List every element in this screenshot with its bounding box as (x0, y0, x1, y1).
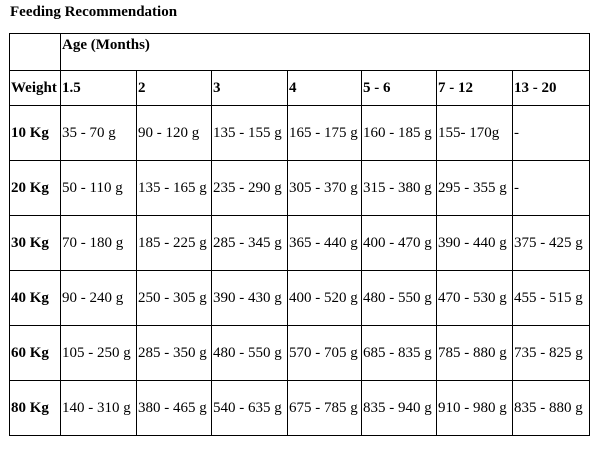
table-cell: 185 - 225 g (137, 216, 212, 271)
table-cell: 480 - 550 g (362, 271, 437, 326)
table-cell: 675 - 785 g (288, 381, 362, 436)
table-cell: 480 - 550 g (212, 326, 288, 381)
table-cell: 305 - 370 g (288, 161, 362, 216)
weight-cell: 20 Kg (10, 161, 61, 216)
table-cell: 135 - 165 g (137, 161, 212, 216)
table-cell: 250 - 305 g (137, 271, 212, 326)
table-cell: 835 - 940 g (362, 381, 437, 436)
table-cell: 785 - 880 g (437, 326, 513, 381)
corner-cell (10, 34, 61, 71)
table-cell: 90 - 120 g (137, 106, 212, 161)
table-cell: 135 - 155 g (212, 106, 288, 161)
table-cell: 295 - 355 g (437, 161, 513, 216)
table-cell: 400 - 520 g (288, 271, 362, 326)
table-cell: 35 - 70 g (61, 106, 137, 161)
column-header: 1.5 (61, 71, 137, 106)
weight-cell: 80 Kg (10, 381, 61, 436)
table-row (10, 216, 590, 271)
table-cell: 50 - 110 g (61, 161, 137, 216)
table-cell: 235 - 290 g (212, 161, 288, 216)
table-row (10, 271, 590, 326)
column-header-row (10, 71, 590, 106)
table-cell: 165 - 175 g (288, 106, 362, 161)
table-cell: 315 - 380 g (362, 161, 437, 216)
table-cell: 470 - 530 g (437, 271, 513, 326)
table-cell: 390 - 430 g (212, 271, 288, 326)
table-cell: 835 - 880 g (513, 381, 590, 436)
table-cell: 105 - 250 g (61, 326, 137, 381)
table-cell: 140 - 310 g (61, 381, 137, 436)
table-cell: 570 - 705 g (288, 326, 362, 381)
table-cell: 390 - 440 g (437, 216, 513, 271)
table-row (10, 381, 590, 436)
table-cell: - (513, 106, 590, 161)
table-cell: 70 - 180 g (61, 216, 137, 271)
column-header: 4 (288, 71, 362, 106)
weight-cell: 40 Kg (10, 271, 61, 326)
table-cell: 685 - 835 g (362, 326, 437, 381)
column-header: 3 (212, 71, 288, 106)
table-cell: 375 - 425 g (513, 216, 590, 271)
page-title: Feeding Recommendation (10, 4, 178, 20)
table-row (10, 106, 590, 161)
weight-header: Weight (10, 71, 61, 106)
table-row (10, 326, 590, 381)
table-cell: 380 - 465 g (137, 381, 212, 436)
weight-cell: 60 Kg (10, 326, 61, 381)
table-cell: 455 - 515 g (513, 271, 590, 326)
feeding-table (9, 33, 590, 436)
table-cell: 540 - 635 g (212, 381, 288, 436)
feeding-table-body (10, 34, 590, 436)
column-header: 2 (137, 71, 212, 106)
age-header: Age (Months) (61, 34, 590, 71)
table-row (10, 161, 590, 216)
table-cell: 365 - 440 g (288, 216, 362, 271)
column-header: 13 - 20 (513, 71, 590, 106)
table-cell: 735 - 825 g (513, 326, 590, 381)
table-cell: 90 - 240 g (61, 271, 137, 326)
column-header: 7 - 12 (437, 71, 513, 106)
weight-cell: 10 Kg (10, 106, 61, 161)
table-cell: - (513, 161, 590, 216)
table-cell: 285 - 345 g (212, 216, 288, 271)
weight-cell: 30 Kg (10, 216, 61, 271)
table-cell: 400 - 470 g (362, 216, 437, 271)
table-cell: 155- 170g (437, 106, 513, 161)
table-cell: 160 - 185 g (362, 106, 437, 161)
table-cell: 910 - 980 g (437, 381, 513, 436)
table-header-row (10, 34, 590, 71)
table-cell: 285 - 350 g (137, 326, 212, 381)
column-header: 5 - 6 (362, 71, 437, 106)
